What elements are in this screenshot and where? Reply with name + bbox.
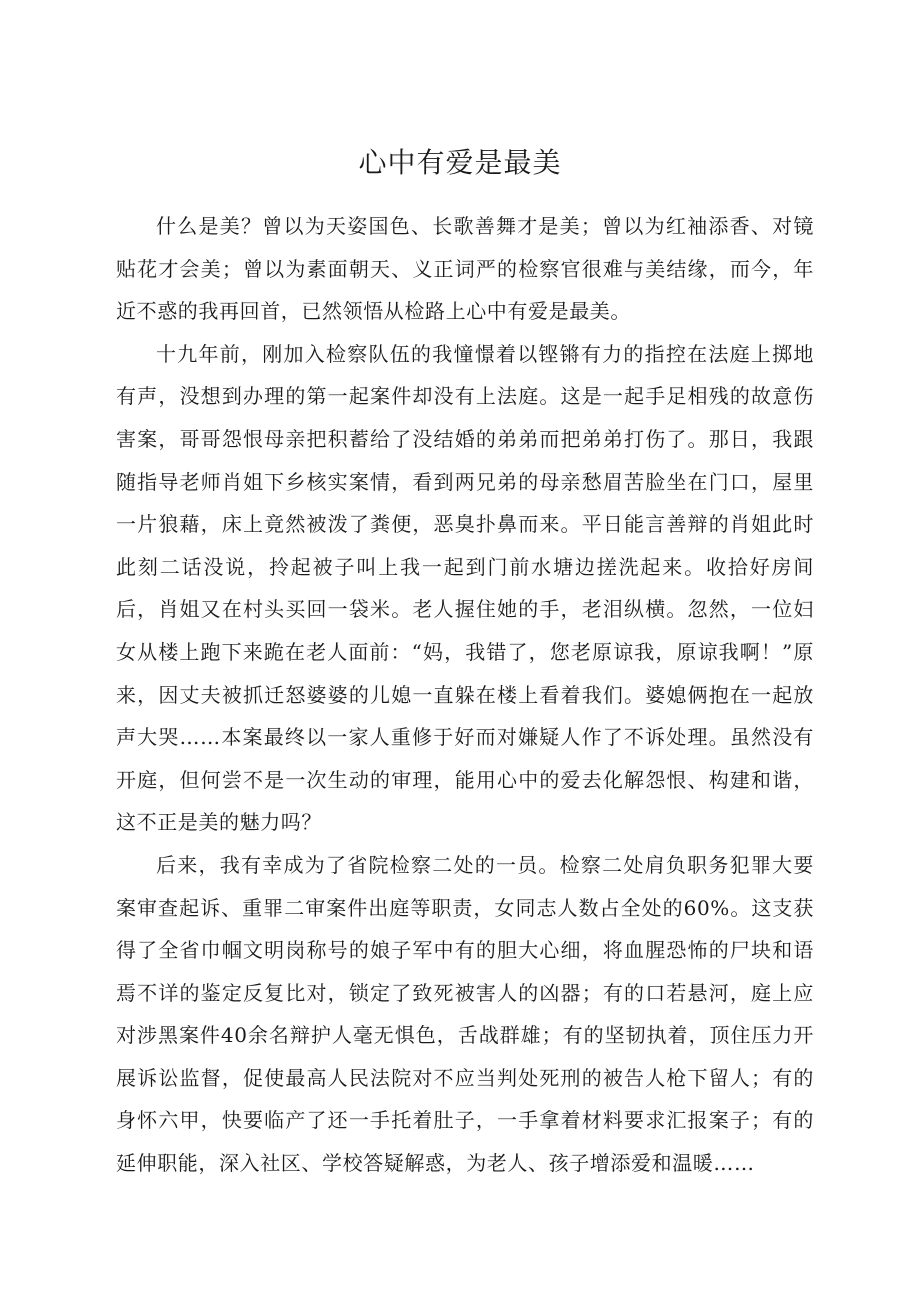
document-body (116, 205, 814, 1185)
paragraph-2: 十九年前，刚加入检察队伍的我憧憬着以铿锵有力的指控在法庭上掷地有声，没想到办理的第一起案件却没有上法庭。这是一起手足相残的故意伤害案，哥哥怨恨母亲把积蓄给了没结婚的弟弟而把弟弟打伤了。那日，我跟随指导老师肖姐下乡核实案情，看到两兄弟的母亲愁眉苦脸坐在门口，屋里一片狼藉，床上竟然被泼了粪便，恶臭扑鼻而来。平日能言善辩的肖姐此时此刻二话没说，拎起被子叫上我一起到门前水塘边搓洗起来。收拾好房间后，肖姐又在村头买回一袋米。老人握住她的手，老泪纵横。忽然，一位妇女从楼上跑下来跪在老人面前：“妈，我错了，您老原谅我，原谅我啊！”原来，因丈夫被抓迁怒婆婆的儿媳一直躲在楼上看着我们。婆媳俩抱在一起放声大哭……本案最终以一家人重修于好而对嫌疑人作了不诉处理。虽然没有开庭，但何尝不是一次生动的审理，能用心中的爱去化解怨恨、构建和谐，这不正是美的魅力吗？ (116, 341, 814, 835)
paragraph-1: 什么是美？曾以为天姿国色、长歌善舞才是美；曾以为红袖添香、对镜贴花才会美；曾以为素面朝天、义正词严的检察官很难与美结缘，而今，年近不惑的我再回首，已然领悟从检路上心中有爱是最美。 (116, 214, 814, 324)
document-title: 心中有爱是最美 (358, 146, 562, 179)
paragraph-3: 后来，我有幸成为了省院检察二处的一员。检察二处肩负职务犯罪大要案审查起诉、重罪二审案件出庭等职责，女同志人数占全处的60%。这支获得了全省巾帼文明岗称号的娘子军中有的胆大心细，将血腥恐怖的尸块和语焉不详的鉴定反复比对，锁定了致死被害人的凶器；有的口若悬河，庭上应对涉黑案件40余名辩护人毫无惧色，舌战群雄；有的坚韧执着，顶住压力开展诉讼监督，促使最高人民法院对不应当判处死刑的被告人枪下留人；有的身怀六甲，快要临产了还一手托着肚子，一手拿着材料要求汇报案子；有的延伸职能，深入社区、学校答疑解惑，为老人、孩子增添爱和温暖…… (116, 852, 814, 1176)
